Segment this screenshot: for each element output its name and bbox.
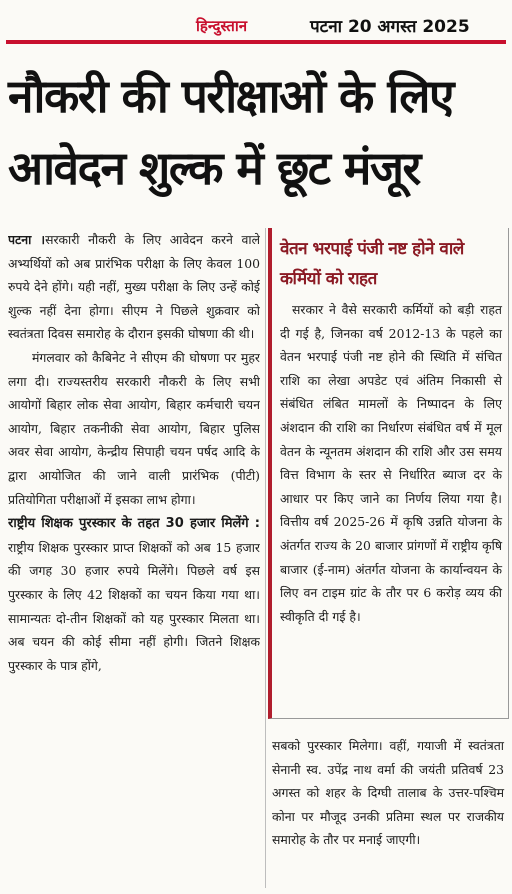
article-para-1: पटना ।सरकारी नौकरी के लिए आवेदन करने वाले अभ्यर्थियों को अब प्रारंभिक परीक्षा के लिए केवल 100 रुपये देने होंगे। यही नहीं, मुख्य परीक्षा के लिए उन्हें कोई शुल्क नहीं देना होगा। सीएम ने पिछले शुक्रवार को स्वतंत्रता दिवस समारोह के दौरान इसकी घोषणा की थी। xyxy=(8,232,260,342)
sidebar-story-box xyxy=(268,228,509,719)
column-divider xyxy=(265,228,266,888)
article-subhead: राष्ट्रीय शिक्षक पुरस्कार के तहत 30 हजार मिलेंगे : xyxy=(8,516,260,532)
main-article-column xyxy=(8,228,260,888)
newspaper-logo: हिन्दुस्तान xyxy=(196,17,248,35)
dateline: पटना 20 अगस्त 2025 xyxy=(310,17,470,37)
sidebar-para: सरकार ने वैसे सरकारी कर्मियों को बड़ी राहत दी गई है, जिनका वर्ष 2012-13 के पहले का वेतन भरपाई पंजी नष्ट होने की स्थिति में संचित राशि का लेखा अपडेट एवं अंतिम निकासी से संबंधित लंबित मामलों के निष्पादन के लिए अंशदान की राशि का निर्धारण संबंधित वर्ष में मूल वेतन के न्यूनतम अंशदान की राशि और उस समय वित्त विभाग के स्तर से निर्धारित ब्याज दर के आधार पर किए जाने का निर्णय लिया गया है। वित्तीय वर्ष 2025-26 में कृषि उन्नति योजना के अंतर्गत राज्य के 20 बाजार प्रांगणों में राष्ट्रीय कृषि बाजार (ई-नाम) अंतर्गत योजना के कार्यान्वयन के लिए वन टाइम ग्रांट के तौर पर 6 करोड़ व्यय की स्वीकृति दी गई है। xyxy=(280,302,502,624)
continuation-para: सबको पुरस्कार मिलेगा। वहीं, गयाजी में स्वतंत्रता सेनानी स्व. उपेंद्र नाथ वर्मा की जयंती प्रतिवर्ष 23 अगस्त को शहर के दिग्घी तालाब के उत्तर-पश्चिम कोना पर मौजूद उनकी प्रतिमा स्थल पर राजकीय समारोह के तौर पर मनाई जाएगी। xyxy=(272,738,504,848)
article-continuation xyxy=(272,734,504,852)
article-para-2: मंगलवार को कैबिनेट ने सीएम की घोषणा पर मुहर लगा दी। राज्यस्तरीय सरकारी नौकरी के लिए सभी आयोगों बिहार लोक सेवा आयोग, बिहार कर्मचारी चयन आयोग, बिहार तकनीकी सेवा आयोग, बिहार पुलिस अवर सेवा आयोग, केन्द्रीय सिपाही चयन पर्षद आदि के द्वारा आयोजित की जाने वाली प्रारंभिक (पीटी) प्रतियोगिता परीक्षाओं में इसका लाभ होगा। xyxy=(8,349,260,507)
lead-place: पटना । xyxy=(8,232,46,247)
sidebar-body xyxy=(280,298,502,628)
masthead xyxy=(0,0,512,48)
article-para-3: राष्ट्रीय शिक्षक पुरस्कार के तहत 30 हजार मिलेंगे : राष्ट्रीय शिक्षक पुरस्कार प्राप्त शिक्षकों को अब 15 हजार की जगह 30 हजार रुपये मिलेंगे। पिछले वर्ष इस पुरस्कार के लिए 42 शिक्षकों का चयन किया गया था। सामान्यतः दो-तीन शिक्षकों को यह पुरस्कार मिलता था। अब चयन की कोई सीमा नहीं होगी। जितने शिक्षक पुरस्कार के पात्र होंगे, xyxy=(8,516,260,673)
header-rule xyxy=(6,40,506,44)
sidebar-headline: वेतन भरपाई पंजी नष्ट होने वाले कर्मियों को राहत xyxy=(280,239,464,289)
headline: नौकरी की परीक्षाओं के लिए आवेदन शुल्क में छूट मंजूर xyxy=(8,69,453,195)
